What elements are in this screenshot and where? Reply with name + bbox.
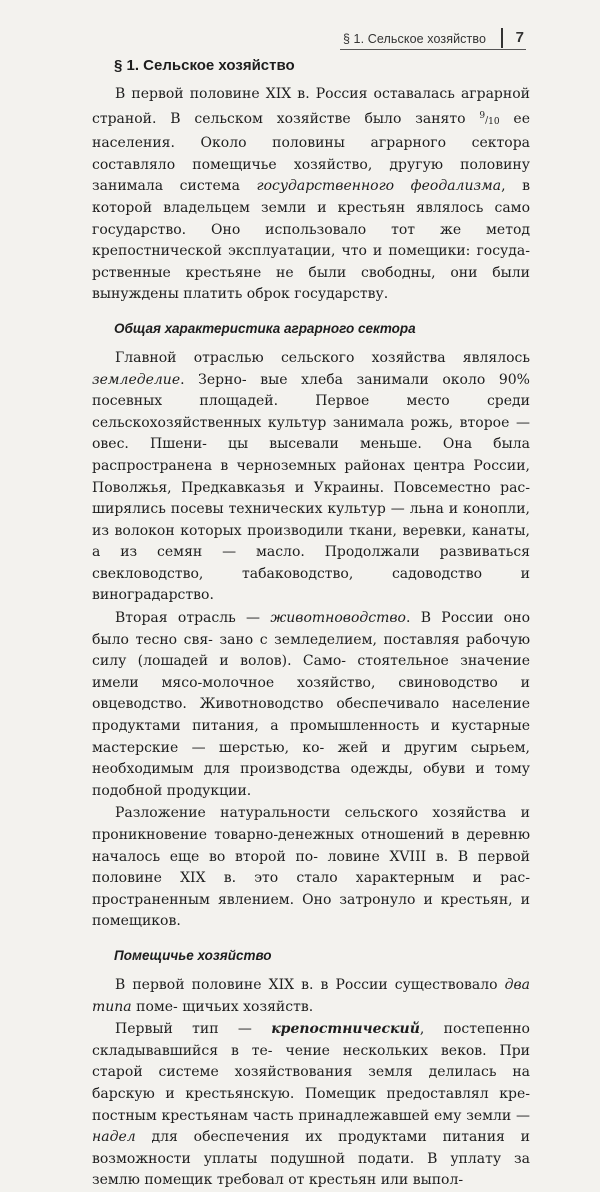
- p6-line-2: чение нескольких веков. При старой системе хозяйствования земля: [92, 1042, 530, 1081]
- term-agriculture: земледелие: [92, 371, 181, 388]
- p5-line-2: щичьих хозяйств.: [182, 998, 314, 1015]
- term-two-types: два типа: [92, 976, 530, 1015]
- subheading-agrarian-sector: Общая характеристика аграрного сектора: [114, 320, 416, 336]
- paragraph-commodity-relations: [92, 803, 530, 933]
- header-separator: [501, 28, 503, 48]
- p2-line-6: ширялись посевы технических культур — льна и конопли, из волокон: [92, 501, 530, 539]
- paragraph-livestock: [92, 608, 530, 802]
- p6-line-4: постным крестьянам часть принадлежавшей ему земли — надел для: [92, 1107, 530, 1146]
- running-title: § 1. Сельское хозяйство: [342, 32, 486, 46]
- p3-line-4: и овцеводство. Животноводство обеспечивало население продуктами: [92, 674, 531, 735]
- p3-line-6: жей и другим сырьем, необходимым для производства одежды, обуви: [92, 739, 530, 778]
- paragraph-two-types: [92, 975, 530, 1018]
- p6-line-1: Первый тип — крепостнический, постепенно складывавшийся в те-: [92, 1021, 530, 1059]
- intro-line-3: аграрного сектора составляло помещичье хозяйство, другую половину: [92, 135, 530, 173]
- p3-line-2: зано с земледелием, поставляя рабочую силу (лошадей и волов). Само-: [92, 631, 531, 670]
- running-header: [340, 28, 526, 50]
- intro-line-7: рственные крестьяне не были свободны, они были вынуждены платить: [92, 264, 530, 303]
- p4-line-3: ловине XVIII в. В первой половине XIX в. это стало характерным и рас-: [92, 848, 531, 887]
- intro-line-1: В первой половине XIX в. Россия оставалась аграрной страной.: [92, 86, 530, 127]
- term-livestock: животноводство: [270, 610, 406, 627]
- p5-line-1: В первой половине XIX в. в России существовало два типа поме-: [92, 976, 530, 1015]
- term-serf-type: крепостнический: [271, 1021, 420, 1038]
- p2-line-5: центра России, Поволжья, Предкавказья и Украины. Повсеместно рас-: [92, 457, 531, 496]
- intro-line-6: же метод крепостнической эксплуатации, что и помещики: госуда-: [92, 221, 530, 260]
- term-allotment: надел: [92, 1129, 136, 1146]
- p2-line-7: которых производили ткани, веревки, канаты, а из семян — масло.: [92, 522, 530, 561]
- header-rule: [340, 49, 526, 50]
- p6-line-6: подати. В уплату за землю помещик требовал от крестьян или выпол-: [92, 1150, 531, 1189]
- paragraph-serf-type: [92, 1019, 530, 1192]
- p4-line-2: товарно-денежных отношений в деревню началось еще во второй по-: [92, 827, 531, 865]
- intro-line-5: земли и крестьян являлось само государство. Оно использовало тот: [92, 199, 530, 238]
- fraction-nine-tenths: $^9/_{10}$: [479, 110, 500, 127]
- p3-line-5: питания, а промышленность и кустарные мастерские — шерстью, ко-: [92, 718, 530, 756]
- term-state-feudalism: государственного феодализма: [256, 178, 502, 195]
- page-body: [92, 56, 530, 1192]
- p2-line-8: Продолжали развиваться свекловодство, табаководство, садоводство: [92, 544, 530, 582]
- p2-line-2: вые хлеба занимали около 90% посевных площадей. Первое место среди: [92, 371, 530, 410]
- paragraph-agriculture: [92, 348, 530, 607]
- p6-line-5: обеспечения их продуктами питания и возможности уплаты подушной: [92, 1129, 531, 1167]
- intro-line-4: занимала система государственного феодализма, в которой владельцем: [92, 178, 530, 216]
- p2-line-3: сельскохозяйственных культур занимала рожь, второе — овес. Пшени-: [92, 414, 530, 453]
- p2-line-9: и виноградарство.: [92, 565, 530, 604]
- paragraph-intro: [92, 84, 530, 306]
- p3-line-1: Вторая отрасль — животноводство. В России оно было тесно свя-: [92, 610, 530, 648]
- section-title: § 1. Сельское хозяйство: [114, 57, 295, 74]
- p3-line-3: стоятельное значение имели мясо-молочное хозяйство, свиноводство: [92, 653, 530, 691]
- p4-line-4: пространенным явлением. Оно затронуло и крестьян, и помещиков.: [92, 891, 530, 930]
- p3-line-7: и тому подобной продукции.: [92, 761, 530, 799]
- subheading-landlord-economy: Помещичье хозяйство: [114, 947, 272, 963]
- p4-line-1: Разложение натуральности сельского хозяйства и проникновение: [92, 805, 530, 843]
- p2-line-4: цы высевали меньше. Она была распространена в черноземных районах: [92, 436, 530, 474]
- p6-line-3: делилась на барскую и крестьянскую. Помещик предоставлял кре-: [92, 1064, 530, 1102]
- intro-line-2: В сельском хозяйстве было занято $^9/_{10}$ ее населения. Около половины: [92, 110, 530, 152]
- page-number: 7: [515, 29, 524, 46]
- intro-line-8: оброк государству.: [246, 286, 389, 303]
- p2-line-1: Главной отраслью сельского хозяйства являлось земледелие. Зерно-: [92, 349, 530, 388]
